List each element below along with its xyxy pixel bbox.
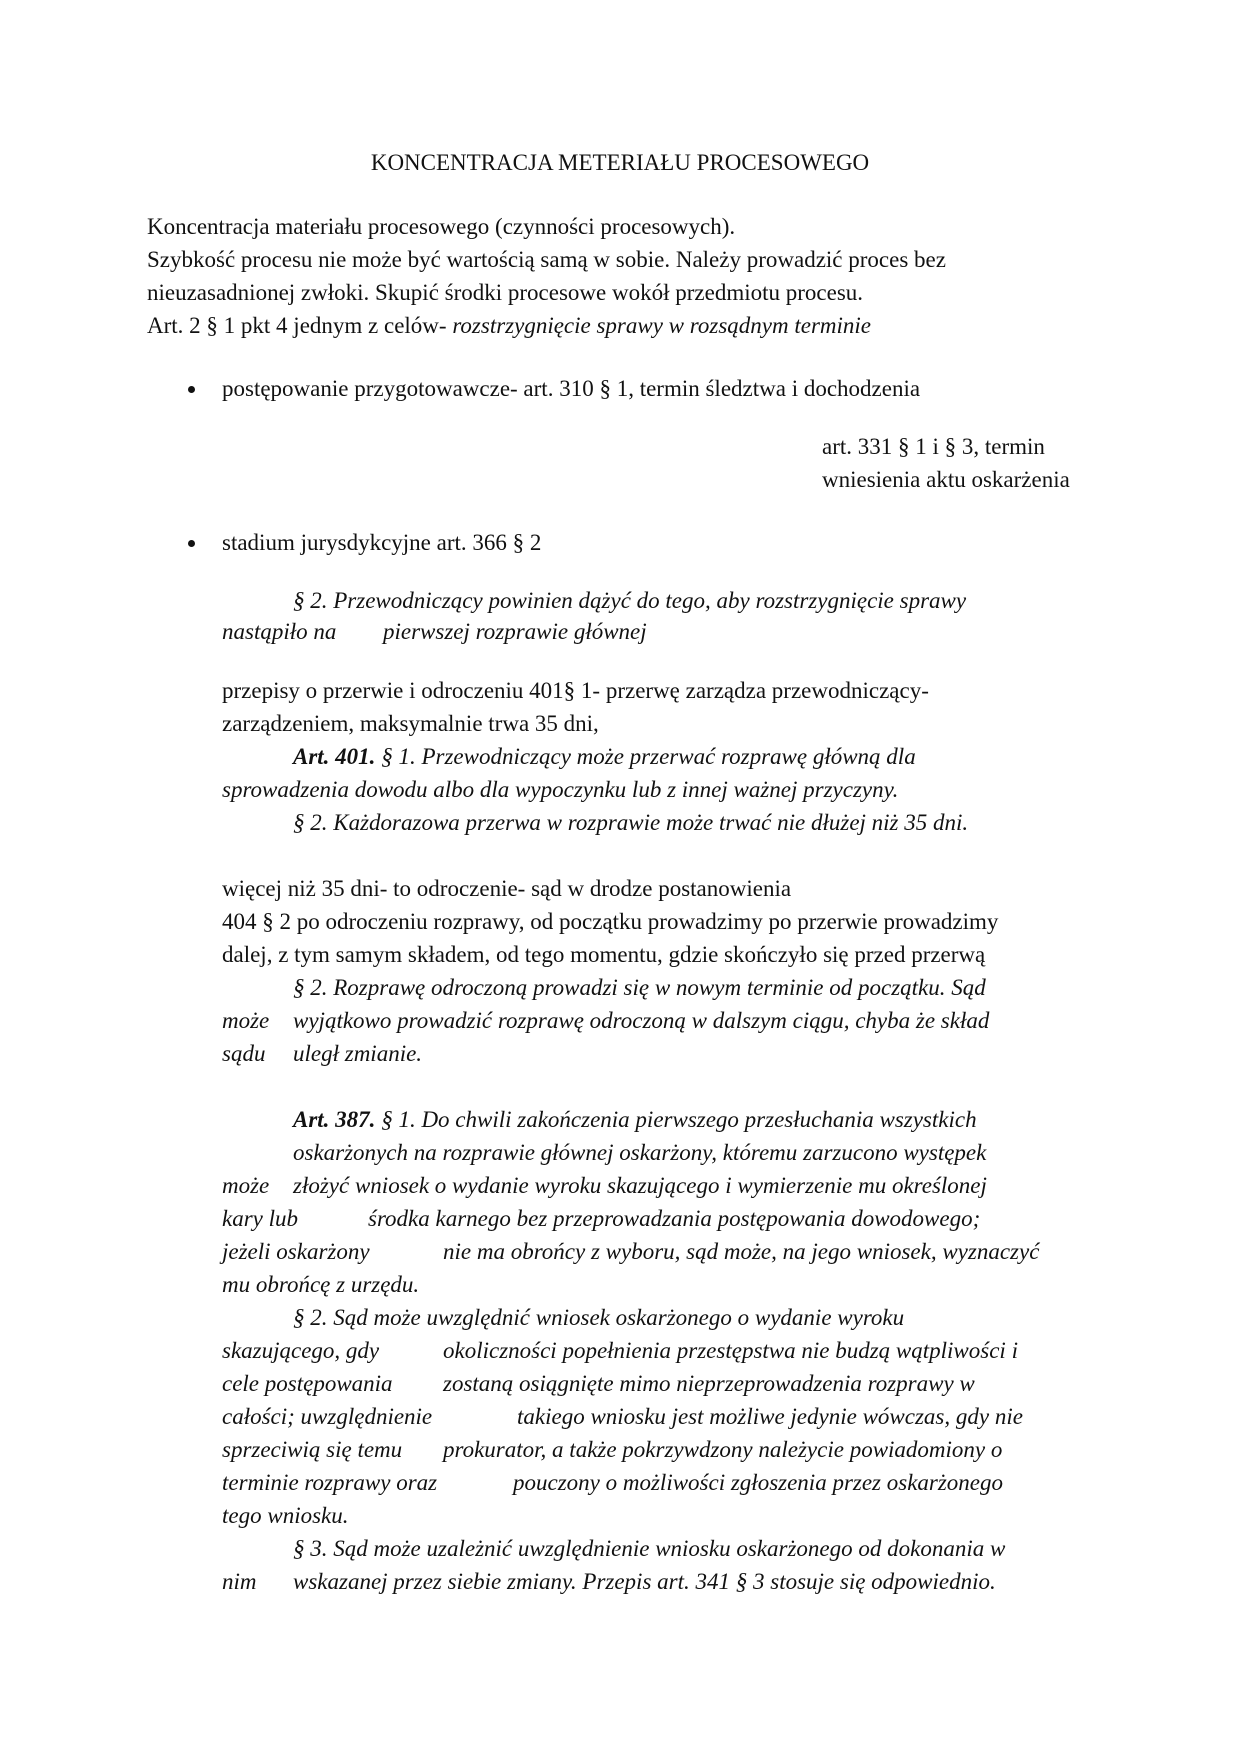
bullet-1-sub-1: art. 331 § 1 i § 3, termin xyxy=(822,434,1045,459)
quote-401-line-1 xyxy=(293,742,916,772)
quote-366-line-1: § 2. Przewodniczący powinien dążyć do tego, aby rozstrzygnięcie sprawy xyxy=(293,588,967,613)
para-404-line-1: więcej niż 35 dni- to odroczenie- sąd w drodze postanowienia xyxy=(222,876,792,901)
document-title: KONCENTRACJA METERIAŁU PROCESOWEGO xyxy=(370,150,870,175)
quote-387-p2-line-2a: skazującego, gdy xyxy=(222,1338,380,1363)
bullet-2-text: stadium jurysdykcyjne art. 366 § 2 xyxy=(222,530,542,555)
quote-387-p2-line-3b: zostaną osiągnięte mimo nieprzeprowadzenia rozprawy w xyxy=(443,1371,975,1396)
quote-387-p2-line-6b: pouczony o możliwości zgłoszenia przez oskarżonego xyxy=(513,1470,1004,1495)
quote-401-line-1-text: § 1. Przewodniczący może przerwać rozprawę główną dla xyxy=(375,744,916,769)
quote-387-p2-line-4b: takiego wniosku jest możliwe jedynie wówczas, gdy nie xyxy=(517,1404,1023,1429)
quote-401-art: Art. 401. xyxy=(293,744,376,769)
bullet-1-text: postępowanie przygotowawcze- art. 310 § 1, termin śledztwa i dochodzenia xyxy=(222,376,921,401)
intro-line-4-plain: Art. 2 § 1 pkt 4 jednym z celów- xyxy=(147,313,453,338)
quote-404-line-3a: sądu xyxy=(222,1041,266,1066)
quote-387-p1-line-6: mu obrońcę z urzędu. xyxy=(222,1272,420,1297)
quote-404-line-2a: może xyxy=(222,1008,270,1033)
intro-line-3: nieuzasadnionej zwłoki. Skupić środki procesowe wokół przedmiotu procesu. xyxy=(147,280,864,305)
quote-366-line-2a: nastąpiło na xyxy=(222,619,337,644)
quote-387-p2-line-4a: całości; uwzględnienie xyxy=(222,1404,433,1429)
quote-401-line-2: sprowadzenia dowodu albo dla wypoczynku lub z innej ważnej przyczyny. xyxy=(222,777,899,802)
quote-387-p1-line-4b: środka karnego bez przeprowadzania postępowania dowodowego; xyxy=(368,1206,981,1231)
intro-line-2: Szybkość procesu nie może być wartością samą w sobie. Należy prowadzić proces bez xyxy=(147,247,946,272)
quote-404-line-3b: uległ zmianie. xyxy=(293,1041,423,1066)
quote-387-p1-line-4a: kary lub xyxy=(222,1206,299,1231)
quote-387-p1-line-1-text: § 1. Do chwili zakończenia pierwszego przesłuchania wszystkich xyxy=(375,1107,977,1132)
quote-387-p1-line-3a: może xyxy=(222,1173,270,1198)
para-401-line-1: przepisy o przerwie i odroczeniu 401§ 1- przerwę zarządza przewodniczący- xyxy=(222,678,929,703)
quote-387-p1-line-3b: złożyć wniosek o wydanie wyroku skazującego i wymierzenie mu określonej xyxy=(293,1173,987,1198)
quote-387-p1-line-1 xyxy=(293,1105,977,1135)
para-404-line-3: dalej, z tym samym składem, od tego momentu, gdzie skończyło się przed przerwą xyxy=(222,942,986,967)
quote-387-p3-line-2b: wskazanej przez siebie zmiany. Przepis art. 341 § 3 stosuje się odpowiednio. xyxy=(293,1569,996,1594)
quote-387-p2-line-5a: sprzeciwią się temu xyxy=(222,1437,403,1462)
quote-387-p2-line-6a: terminie rozprawy oraz xyxy=(222,1470,438,1495)
intro-line-4-italic: rozstrzygnięcie sprawy w rozsądnym terminie xyxy=(452,313,871,338)
para-401-line-2: zarządzeniem, maksymalnie trwa 35 dni, xyxy=(222,711,599,736)
quote-404-line-2b: wyjątkowo prowadzić rozprawę odroczoną w dalszym ciągu, chyba że skład xyxy=(293,1008,990,1033)
quote-387-art: Art. 387. xyxy=(293,1107,376,1132)
quote-387-p2-line-7: tego wniosku. xyxy=(222,1503,349,1528)
bullet-1-sub-2: wniesienia aktu oskarżenia xyxy=(822,467,1070,492)
quote-387-p3-line-2a: nim xyxy=(222,1569,257,1594)
bullet-dot-2 xyxy=(188,540,195,547)
intro-line-4 xyxy=(147,311,871,341)
quote-387-p1-line-2: oskarżonych na rozprawie głównej oskarżony, któremu zarzucono występek xyxy=(293,1140,987,1165)
quote-387-p2-line-5b: prokurator, a także pokrzywdzony należycie powiadomiony o xyxy=(443,1437,1003,1462)
bullet-dot-1 xyxy=(188,386,195,393)
quote-401-line-3: § 2. Każdorazowa przerwa w rozprawie może trwać nie dłużej niż 35 dni. xyxy=(293,810,969,835)
quote-387-p1-line-5b: nie ma obrońcy z wyboru, sąd może, na jego wniosek, wyznaczyć xyxy=(443,1239,1040,1264)
para-404-line-2: 404 § 2 po odroczeniu rozprawy, od początku prowadzimy po przerwie prowadzimy xyxy=(222,909,999,934)
quote-366-line-2b: pierwszej rozprawie głównej xyxy=(383,619,647,644)
intro-line-1: Koncentracja materiału procesowego (czynności procesowych). xyxy=(147,214,736,239)
quote-387-p1-line-5a: jeżeli oskarżony xyxy=(222,1239,370,1264)
quote-387-p2-line-3a: cele postępowania xyxy=(222,1371,393,1396)
quote-387-p3-line-1: § 3. Sąd może uzależnić uwzględnienie wniosku oskarżonego od dokonania w xyxy=(293,1536,1006,1561)
quote-404-line-1: § 2. Rozprawę odroczoną prowadzi się w nowym terminie od początku. Sąd xyxy=(293,975,986,1000)
quote-387-p2-line-1: § 2. Sąd może uwzględnić wniosek oskarżonego o wydanie wyroku xyxy=(293,1305,905,1330)
quote-387-p2-line-2b: okoliczności popełnienia przestępstwa nie budzą wątpliwości i xyxy=(443,1338,1018,1363)
